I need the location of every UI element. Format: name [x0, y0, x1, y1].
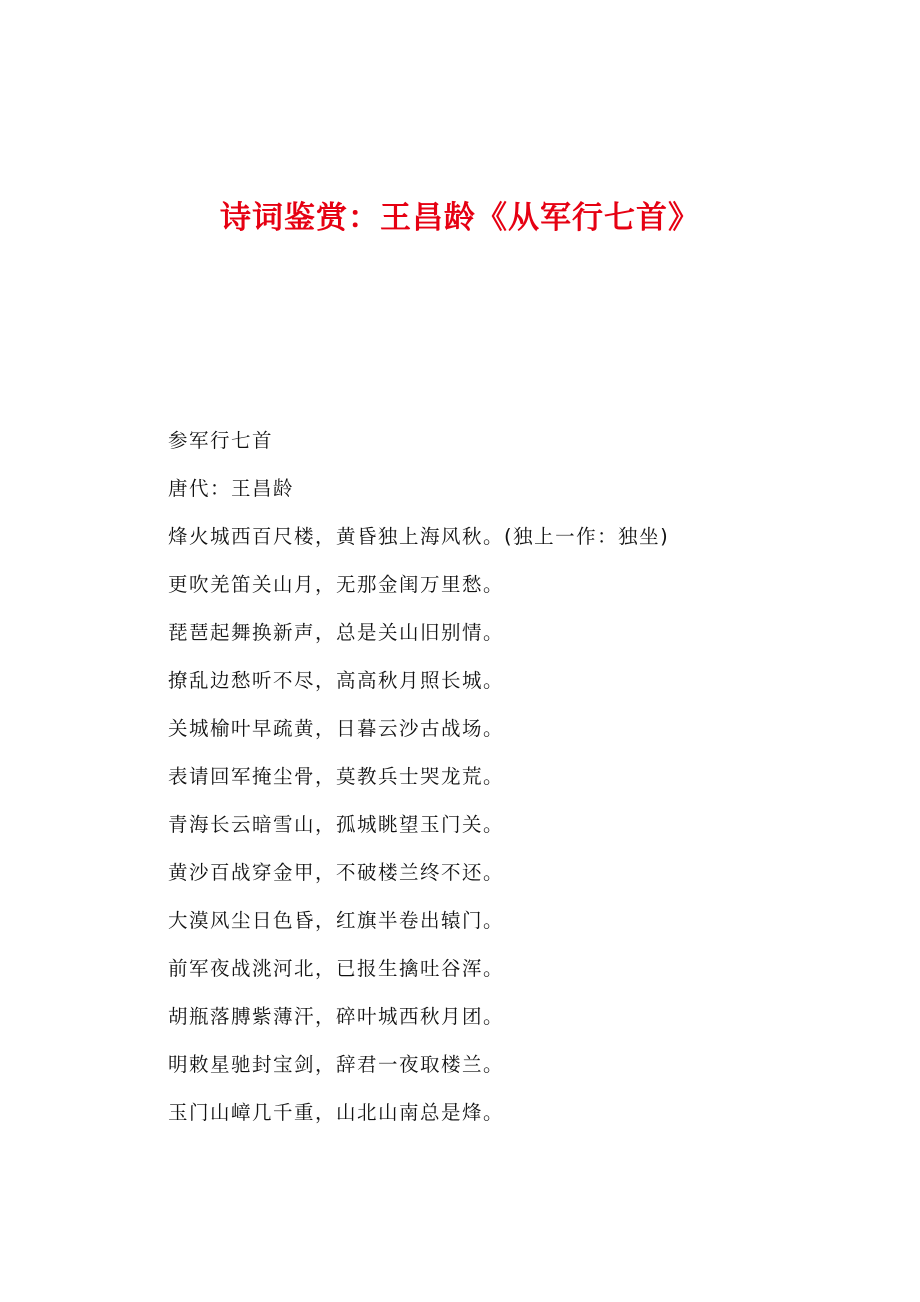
poem-line: 胡瓶落膊紫薄汗，碎叶城西秋月团。 — [168, 1005, 505, 1028]
poem-body — [168, 424, 808, 1144]
poem-line: 撩乱边愁听不尽，高高秋月照长城。 — [168, 669, 505, 692]
poem-line: 前军夜战洮河北，已报生擒吐谷浑。 — [168, 957, 505, 980]
poem-line: 关城榆叶早疏黄，日暮云沙古战场。 — [168, 717, 505, 740]
poem-line: 烽火城西百尺楼，黄昏独上海风秋。(独上一作：独坐) — [168, 525, 670, 548]
poem-author: 唐代：王昌龄 — [168, 477, 295, 500]
poem-line: 更吹羌笛关山月，无那金闺万里愁。 — [168, 573, 505, 596]
poem-line: 青海长云暗雪山，孤城眺望玉门关。 — [168, 813, 505, 836]
poem-line: 琵琶起舞换新声，总是关山旧别情。 — [168, 621, 505, 644]
poem-heading: 参军行七首 — [168, 429, 274, 452]
poem-line: 表请回军掩尘骨，莫教兵士哭龙荒。 — [168, 765, 505, 788]
poem-line: 明敕星驰封宝剑，辞君一夜取楼兰。 — [168, 1053, 505, 1076]
poem-line: 黄沙百战穿金甲，不破楼兰终不还。 — [168, 861, 505, 884]
poem-line: 大漠风尘日色昏，红旗半卷出辕门。 — [168, 909, 505, 932]
poem-line: 玉门山嶂几千重，山北山南总是烽。 — [168, 1101, 505, 1124]
document-title: 诗词鉴赏：王昌龄《从军行七首》 — [220, 200, 700, 236]
